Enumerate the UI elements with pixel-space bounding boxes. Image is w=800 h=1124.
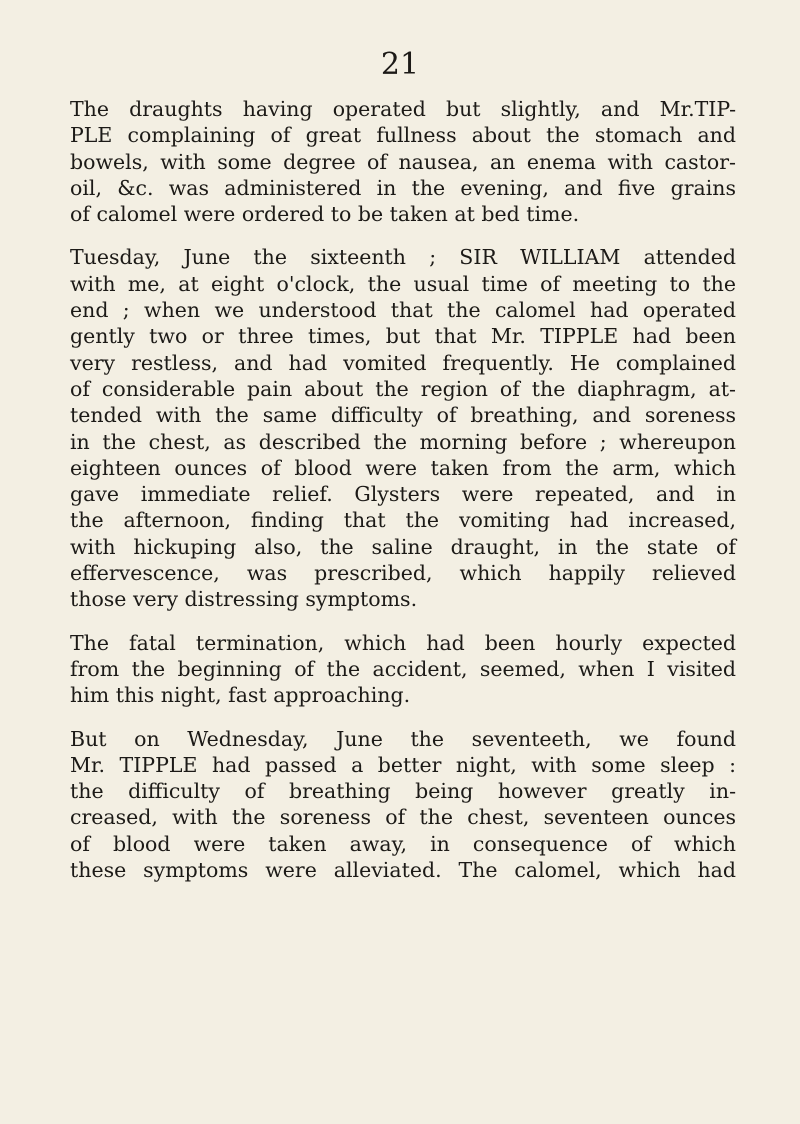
text-line: those very distressing symptoms. bbox=[70, 587, 418, 612]
text-line: tended with the same difficulty of breathing, and soreness bbox=[70, 403, 736, 428]
text-line: very restless, and had vomited frequently. He complained bbox=[70, 350, 736, 375]
text-line: gently two or three times, but that Mr. TIPPLE had been bbox=[70, 324, 736, 349]
text-line: with hickuping also, the saline draught, in the state of bbox=[70, 534, 736, 559]
text-line: bowels, with some degree of nausea, an enema with castor- bbox=[70, 149, 736, 174]
text-line: But on Wednesday, June the seventeeth, we found bbox=[70, 726, 736, 751]
text-line: of blood were taken away, in consequence of which bbox=[70, 831, 736, 856]
text-line: him this night, fast approaching. bbox=[70, 683, 411, 708]
page-number: 21 bbox=[380, 47, 420, 82]
text-line: of calomel were ordered to be taken at bed time. bbox=[70, 202, 580, 227]
body-text bbox=[70, 96, 736, 900]
text-line: creased, with the soreness of the chest, seventeen ounces bbox=[70, 805, 736, 830]
text-line: eighteen ounces of blood were taken from the arm, which bbox=[70, 455, 736, 480]
text-line: Tuesday, June the sixteenth ; SIR WILLIAM attended bbox=[70, 245, 736, 270]
text-line: end ; when we understood that the calomel had operated bbox=[70, 298, 736, 323]
text-line: oil, &c. was administered in the evening, and five grains bbox=[70, 175, 736, 200]
text-line: PLE complaining of great fullness about the stomach and bbox=[70, 123, 736, 148]
text-line: from the beginning of the accident, seemed, when I visited bbox=[70, 656, 736, 681]
text-line: Mr. TIPPLE had passed a better night, with some sleep : bbox=[70, 752, 736, 777]
text-line: The fatal termination, which had been hourly expected bbox=[70, 630, 736, 655]
paragraph-4 bbox=[70, 726, 736, 884]
text-line: these symptoms were alleviated. The calomel, which had bbox=[70, 858, 736, 883]
text-line: the difficulty of breathing being however greatly in- bbox=[70, 779, 736, 804]
paragraph-1 bbox=[70, 96, 736, 227]
text-line: The draughts having operated but slightly, and Mr.TIP- bbox=[70, 97, 736, 121]
paragraph-3 bbox=[70, 630, 736, 709]
text-line: of considerable pain about the region of the diaphragm, at- bbox=[70, 376, 736, 401]
text-line: effervescence, was prescribed, which happily relieved bbox=[70, 561, 736, 586]
text-line: gave immediate relief. Glysters were repeated, and in bbox=[70, 482, 736, 507]
text-line: in the chest, as described the morning before ; whereupon bbox=[70, 429, 736, 454]
text-line: with me, at eight o'clock, the usual time of meeting to the bbox=[70, 271, 736, 296]
text-line: the afternoon, finding that the vomiting had increased, bbox=[70, 508, 736, 533]
paragraph-2 bbox=[70, 244, 736, 612]
